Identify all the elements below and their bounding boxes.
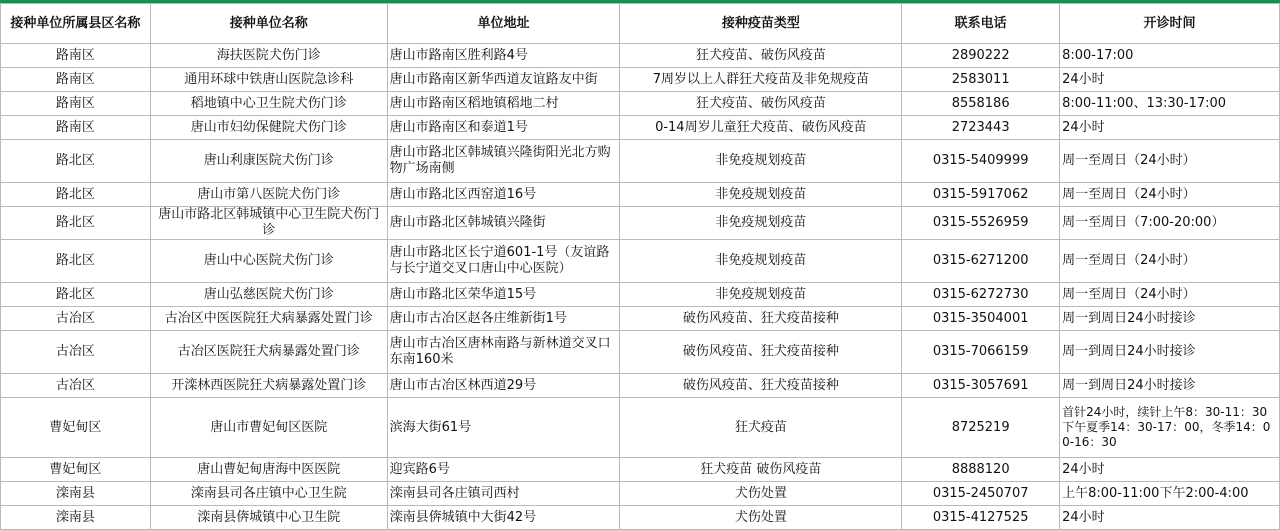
cell-hours: 24小时: [1060, 68, 1280, 92]
table-row: [1, 398, 1280, 458]
table-row: [1, 458, 1280, 482]
table-row: [1, 44, 1280, 68]
cell-phone: 0315-2450707: [902, 482, 1060, 506]
cell-name: 唐山曹妃甸唐海中医医院: [150, 458, 387, 482]
cell-district: 路北区: [1, 207, 151, 240]
cell-address: 唐山市古冶区林西道29号: [387, 374, 620, 398]
cell-address: 唐山市路北区荣华道15号: [387, 283, 620, 307]
cell-district: 路北区: [1, 183, 151, 207]
cell-address: 唐山市路北区西窑道16号: [387, 183, 620, 207]
cell-vaccine: 非免疫规划疫苗: [620, 207, 902, 240]
table-row: [1, 207, 1280, 240]
cell-hours: 周一至周日（24小时）: [1060, 183, 1280, 207]
cell-address: 唐山市路北区长宁道601-1号（友谊路与长宁道交叉口唐山中心医院）: [387, 240, 620, 283]
cell-name: 通用环球中铁唐山医院急诊科: [150, 68, 387, 92]
cell-address: 唐山市路南区和泰道1号: [387, 116, 620, 140]
table-row: [1, 374, 1280, 398]
cell-phone: 0315-5917062: [902, 183, 1060, 207]
cell-name: 开滦林西医院狂犬病暴露处置门诊: [150, 374, 387, 398]
cell-hours: 24小时: [1060, 458, 1280, 482]
cell-hours: 24小时: [1060, 506, 1280, 530]
cell-name: 稻地镇中心卫生院犬伤门诊: [150, 92, 387, 116]
cell-vaccine: 犬伤处置: [620, 482, 902, 506]
cell-vaccine: 破伤风疫苗、狂犬疫苗接种: [620, 331, 902, 374]
cell-name: 古冶区医院狂犬病暴露处置门诊: [150, 331, 387, 374]
table-row: [1, 307, 1280, 331]
cell-phone: 0315-3504001: [902, 307, 1060, 331]
cell-name: 唐山市路北区韩城镇中心卫生院犬伤门诊: [150, 207, 387, 240]
header-name: 接种单位名称: [150, 4, 387, 44]
cell-vaccine: 7周岁以上人群狂犬疫苗及非免规疫苗: [620, 68, 902, 92]
cell-phone: 2723443: [902, 116, 1060, 140]
cell-hours: 8:00-11:00、13:30-17:00: [1060, 92, 1280, 116]
cell-district: 路北区: [1, 240, 151, 283]
cell-district: 古冶区: [1, 331, 151, 374]
cell-district: 路北区: [1, 140, 151, 183]
cell-vaccine: 破伤风疫苗、狂犬疫苗接种: [620, 307, 902, 331]
cell-phone: 8725219: [902, 398, 1060, 458]
table-row: [1, 140, 1280, 183]
cell-district: 古冶区: [1, 307, 151, 331]
cell-vaccine: 破伤风疫苗、狂犬疫苗接种: [620, 374, 902, 398]
cell-address: 唐山市古冶区赵各庄维新街1号: [387, 307, 620, 331]
cell-hours: 周一到周日24小时接诊: [1060, 331, 1280, 374]
table-row: [1, 482, 1280, 506]
cell-address: 唐山市路南区新华西道友谊路友中街: [387, 68, 620, 92]
cell-name: 滦南县倴城镇中心卫生院: [150, 506, 387, 530]
cell-vaccine: 狂犬疫苗: [620, 398, 902, 458]
cell-vaccine: 非免疫规划疫苗: [620, 183, 902, 207]
cell-district: 滦南县: [1, 506, 151, 530]
cell-vaccine: 狂犬疫苗、破伤风疫苗: [620, 92, 902, 116]
cell-vaccine: 非免疫规划疫苗: [620, 240, 902, 283]
cell-district: 路北区: [1, 283, 151, 307]
cell-district: 路南区: [1, 44, 151, 68]
cell-address: 唐山市路北区韩城镇兴隆街阳光北方购物广场南侧: [387, 140, 620, 183]
table-row: [1, 116, 1280, 140]
cell-hours: 周一至周日（24小时）: [1060, 240, 1280, 283]
cell-phone: 0315-6271200: [902, 240, 1060, 283]
table-row: [1, 331, 1280, 374]
cell-name: 滦南县司各庄镇中心卫生院: [150, 482, 387, 506]
header-phone: 联系电话: [902, 4, 1060, 44]
cell-address: 滦南县倴城镇中大街42号: [387, 506, 620, 530]
cell-phone: 0315-5526959: [902, 207, 1060, 240]
cell-hours: 周一到周日24小时接诊: [1060, 374, 1280, 398]
table-row: [1, 92, 1280, 116]
cell-phone: 8888120: [902, 458, 1060, 482]
cell-name: 古冶区中医医院狂犬病暴露处置门诊: [150, 307, 387, 331]
cell-hours: 周一到周日24小时接诊: [1060, 307, 1280, 331]
cell-address: 唐山市路南区胜利路4号: [387, 44, 620, 68]
cell-vaccine: 狂犬疫苗 破伤风疫苗: [620, 458, 902, 482]
cell-hours: 24小时: [1060, 116, 1280, 140]
header-row: [1, 4, 1280, 44]
header-address: 单位地址: [387, 4, 620, 44]
cell-vaccine: 非免疫规划疫苗: [620, 140, 902, 183]
cell-hours: 首针24小时，续针上午8：30-11：30下午夏季14：30-17：00，冬季14：00-16：30: [1060, 398, 1280, 458]
cell-hours: 周一至周日（7:00-20:00）: [1060, 207, 1280, 240]
cell-address: 滦南县司各庄镇司西村: [387, 482, 620, 506]
cell-name: 唐山中心医院犬伤门诊: [150, 240, 387, 283]
cell-address: 滨海大街61号: [387, 398, 620, 458]
cell-phone: 0315-5409999: [902, 140, 1060, 183]
cell-phone: 0315-4127525: [902, 506, 1060, 530]
table-row: [1, 183, 1280, 207]
cell-name: 海扶医院犬伤门诊: [150, 44, 387, 68]
cell-name: 唐山弘慈医院犬伤门诊: [150, 283, 387, 307]
cell-vaccine: 0-14周岁儿童狂犬疫苗、破伤风疫苗: [620, 116, 902, 140]
header-hours: 开诊时间: [1060, 4, 1280, 44]
cell-vaccine: 犬伤处置: [620, 506, 902, 530]
cell-hours: 周一至周日（24小时）: [1060, 140, 1280, 183]
cell-district: 路南区: [1, 92, 151, 116]
cell-name: 唐山市第八医院犬伤门诊: [150, 183, 387, 207]
header-district: 接种单位所属县区名称: [1, 4, 151, 44]
cell-phone: 2890222: [902, 44, 1060, 68]
cell-address: 迎宾路6号: [387, 458, 620, 482]
cell-district: 曹妃甸区: [1, 458, 151, 482]
table-row: [1, 68, 1280, 92]
cell-district: 曹妃甸区: [1, 398, 151, 458]
header-vaccine: 接种疫苗类型: [620, 4, 902, 44]
cell-phone: 8558186: [902, 92, 1060, 116]
cell-phone: 0315-3057691: [902, 374, 1060, 398]
cell-phone: 0315-6272730: [902, 283, 1060, 307]
cell-district: 滦南县: [1, 482, 151, 506]
cell-hours: 8:00-17:00: [1060, 44, 1280, 68]
cell-phone: 0315-7066159: [902, 331, 1060, 374]
cell-district: 路南区: [1, 68, 151, 92]
table-row: [1, 240, 1280, 283]
cell-address: 唐山市古冶区唐林南路与新林道交叉口东南160米: [387, 331, 620, 374]
cell-name: 唐山利康医院犬伤门诊: [150, 140, 387, 183]
cell-vaccine: 狂犬疫苗、破伤风疫苗: [620, 44, 902, 68]
cell-hours: 上午8:00-11:00下午2:00-4:00: [1060, 482, 1280, 506]
cell-vaccine: 非免疫规划疫苗: [620, 283, 902, 307]
table-row: [1, 283, 1280, 307]
cell-phone: 2583011: [902, 68, 1060, 92]
vaccination-clinics-table: [0, 3, 1280, 530]
cell-address: 唐山市路南区稻地镇稻地二村: [387, 92, 620, 116]
cell-name: 唐山市曹妃甸区医院: [150, 398, 387, 458]
cell-district: 古冶区: [1, 374, 151, 398]
cell-hours: 周一至周日（24小时）: [1060, 283, 1280, 307]
cell-address: 唐山市路北区韩城镇兴隆街: [387, 207, 620, 240]
cell-name: 唐山市妇幼保健院犬伤门诊: [150, 116, 387, 140]
cell-district: 路南区: [1, 116, 151, 140]
